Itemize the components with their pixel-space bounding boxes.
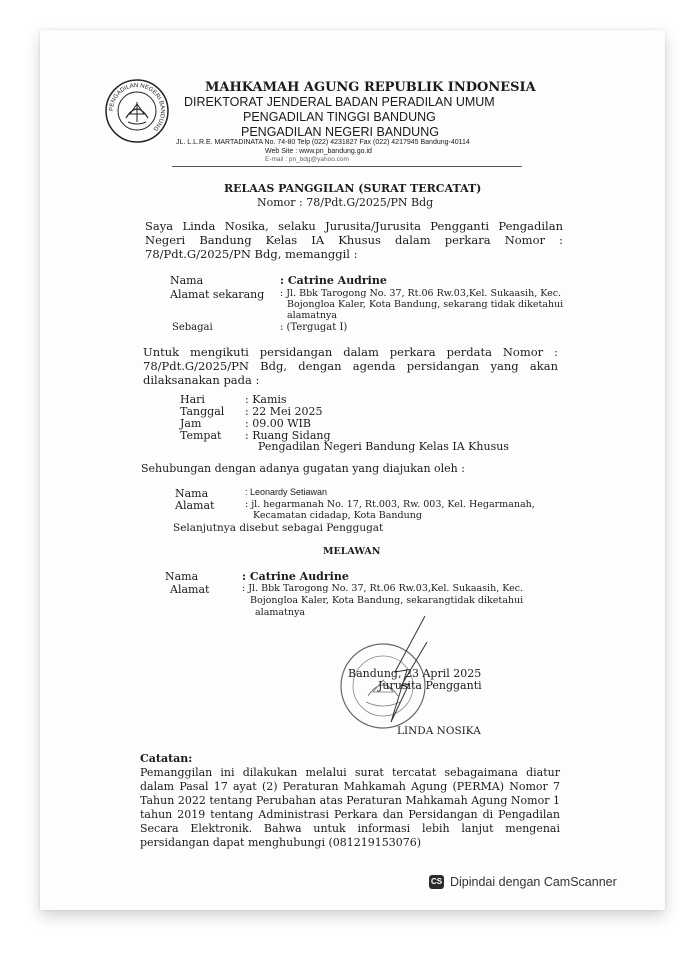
document-title: RELAAS PANGGILAN (SURAT TERCATAT) [224,182,482,195]
header-line-1: MAHKAMAH AGUNG REPUBLIK INDONESIA [205,80,536,95]
schedule-tanggal-label: Tanggal [180,405,225,418]
summoned-alamat-value-1: : Jl. Bbk Tarogong No. 37, Rt.06 Rw.03,Kel. Sukaasih, Kec. [280,288,562,299]
defendant-nama-label: Nama [165,570,199,583]
schedule-tanggal-value: : 22 Mei 2025 [245,405,323,418]
signature-role: Jurusita Pengganti [378,679,482,692]
summoned-sebagai-value: : (Tergugat I) [280,322,348,333]
header-address: JL. L.L.R.E. MARTADINATA No. 74-80 Telp (022) 4231827 Fax (022) 4217945 Bandung-40114 [176,139,470,146]
plaintiff-alamat-value-1: : jl. hegarmanah No. 17, Rt.003, Rw. 003, Kel. Hegarmanah, [245,499,535,510]
signature-place-date: Bandung, 23 April 2025 [348,667,482,680]
seal-ring-text: PENGADILAN NEGERI BANDUNG [108,82,166,132]
notes-heading: Catatan: [140,752,193,765]
schedule-tempat-value-2: Pengadilan Negeri Bandung Kelas IA Khusus [258,440,509,453]
summoned-alamat-label: Alamat sekarang [170,288,265,301]
intro-paragraph: Saya Linda Nosika, selaku Jurusita/Jurusita Pengganti Pengadilan Negeri Bandung Kelas IA Khusus dalam perkara Nomor : 78/Pdt.G/2025/PN Bdg, memanggil : [145,219,563,261]
schedule-tempat-value: : Ruang Sidang [245,429,331,442]
defendant-alamat-label: Alamat [170,583,210,596]
defendant-nama-value: : Catrine Audrine [242,570,349,583]
plaintiff-alamat-value-2: Kecamatan cidadap, Kota Bandung [253,510,422,521]
purpose-paragraph: Untuk mengikuti persidangan dalam perkara perdata Nomor : 78/Pdt.G/2025/PN Bdg, dengan agenda persidangan yang akan dilaksanakan pada : [143,345,558,387]
plaintiff-alamat-label: Alamat [175,499,215,512]
court-seal-header [104,78,170,144]
summoned-alamat-value-3: alamatnya [287,310,338,321]
header-divider [172,166,522,167]
summoned-nama-label: Nama [170,274,204,287]
summoned-alamat-value-2: Bojongloa Kaler, Kota Bandung, sekarang tidak diketahui [287,299,564,310]
defendant-alamat-value-2: Bojongloa Kaler, Kota Bandung, sekarangtidak diketahui [250,595,524,606]
versus-heading: MELAWAN [323,546,381,557]
notes-body: Pemanggilan ini dilakukan melalui surat tercatat sebagaimana diatur dalam Pasal 17 ayat (2) Peraturan Mahkamah Agung (PERMA) Nomor 7 Tahun 2022 tentang Perubahan atas Peraturan Mahkamah Agung Nomor 1 tahun 2019 tentang Administrasi Perkara dan Persidangan di Pengadilan Secara Elektronik. Bahwa untuk informasi lebih lanjut mengenai persidangan dapat menghubungi (081219153076) [140,766,560,849]
header-line-3: PENGADILAN TINGGI BANDUNG [243,110,436,124]
schedule-jam-label: Jam [180,417,202,430]
defendant-alamat-value-1: : Jl. Bbk Tarogong No. 37, Rt.06 Rw.03,Kel. Sukaasih, Kec. [242,583,524,594]
claim-intro: Sehubungan dengan adanya gugatan yang diajukan oleh : [141,462,465,475]
camscanner-watermark: Dipindai dengan CamScanner [450,875,617,889]
header-line-2: DIREKTORAT JENDERAL BADAN PERADILAN UMUM [184,95,495,109]
document-number: Nomor : 78/Pdt.G/2025/PN Bdg [257,196,434,209]
schedule-tempat-label: Tempat [180,429,222,442]
camscanner-logo-icon: CS [429,875,444,889]
summoned-nama-value: : Catrine Audrine [280,274,387,287]
schedule-hari-value: : Kamis [245,393,287,406]
signature-name: LINDA NOSIKA [397,725,481,737]
summoned-sebagai-label: Sebagai [172,322,213,333]
header-email: E-mail : pn_bdg@yahoo.com [265,156,349,163]
schedule-jam-value: : 09.00 WIB [245,417,311,430]
plaintiff-nama-label: Nama [175,487,209,500]
schedule-hari-label: Hari [180,393,205,406]
plaintiff-note: Selanjutnya disebut sebagai Penggugat [173,522,384,534]
header-line-4: PENGADILAN NEGERI BANDUNG [241,125,439,139]
seal-emblem-icon [104,78,170,144]
defendant-alamat-value-3: alamatnya [255,607,306,618]
header-website: Web Site : www.pn_bandung.go.id [265,148,372,155]
plaintiff-nama-value: : Leonardy Setiawan [245,487,328,497]
